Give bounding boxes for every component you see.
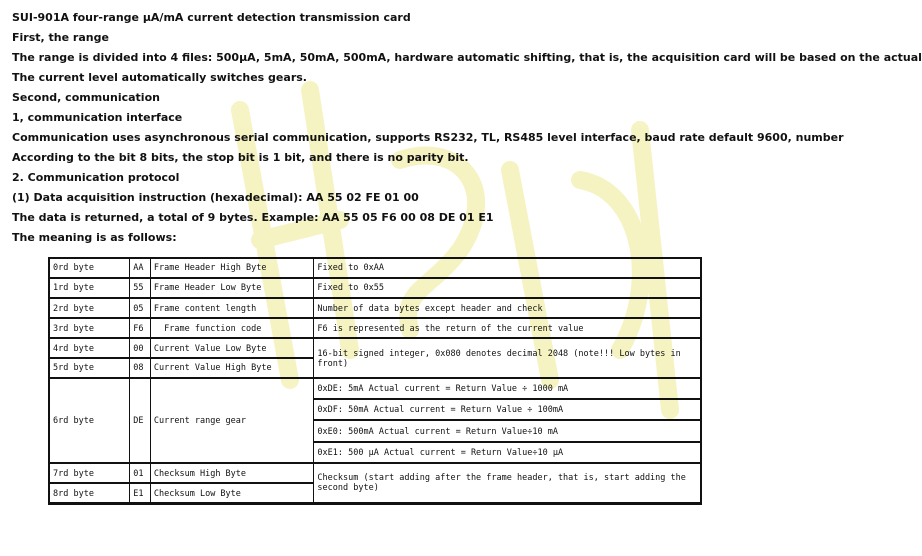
doc-line: First, the range <box>12 31 109 44</box>
hex-cell: 00 <box>130 339 151 358</box>
byte-cell: 8rd byte <box>49 484 130 504</box>
byte-cell: 0rd byte <box>49 258 130 278</box>
doc-line: 1, communication interface <box>12 111 183 124</box>
field-name-cell: Current range gear <box>150 378 314 463</box>
table-row <box>49 339 701 358</box>
hex-cell: F6 <box>130 319 151 339</box>
doc-line: (1) Data acquisition instruction (hexadecimal): AA 55 02 FE 01 00 <box>12 191 419 204</box>
field-name-cell: Current Value Low Byte <box>150 339 314 358</box>
table-row <box>49 378 701 399</box>
doc-line: Communication uses asynchronous serial communication, supports RS232, TL, RS485 level interface, baud rate default 9600, number <box>12 131 844 144</box>
table-row <box>49 298 701 318</box>
table-row <box>49 319 701 339</box>
byte-cell: 1rd byte <box>49 278 130 298</box>
hex-cell: 05 <box>130 298 151 318</box>
byte-cell: 2rd byte <box>49 298 130 318</box>
doc-title: SUI-901A four-range μA/mA current detection transmission card <box>12 11 411 24</box>
doc-line: The range is divided into 4 files: 500μA, 5mA, 50mA, 500mA, hardware automatic shifting, that is, the acquisition card will be based on the actual <box>12 51 922 64</box>
byte-cell: 6rd byte <box>49 378 130 463</box>
checksum-description: Checksum (start adding after the frame header, that is, start adding the second byte) <box>314 463 701 504</box>
range-gear-option: 0xE1: 500 μA Actual current = Return Value÷10 μA <box>314 442 701 463</box>
description-cell: Fixed to 0x55 <box>314 278 701 298</box>
range-gear-option: 0xDF: 50mA Actual current = Return Value ÷ 100mA <box>314 400 701 421</box>
table-row <box>49 278 701 298</box>
hex-cell: DE <box>130 378 151 463</box>
doc-line: The current level automatically switches gears. <box>12 71 307 84</box>
protocol-table <box>48 257 702 505</box>
field-name-cell: Current Value High Byte <box>150 358 314 378</box>
range-gear-option: 0xDE: 5mA Actual current = Return Value ÷ 1000 mA <box>314 378 701 399</box>
doc-line: According to the bit 8 bits, the stop bit is 1 bit, and there is no parity bit. <box>12 151 469 164</box>
description-cell: Fixed to 0xAA <box>314 258 701 278</box>
field-name-cell: Frame Header High Byte <box>150 258 314 278</box>
document-text <box>12 8 922 248</box>
hex-cell: AA <box>130 258 151 278</box>
field-name-cell: Frame Header Low Byte <box>150 278 314 298</box>
description-cell: F6 is represented as the return of the current value <box>314 319 701 339</box>
byte-cell: 5rd byte <box>49 358 130 378</box>
doc-line: The data is returned, a total of 9 bytes. Example: AA 55 05 F6 00 08 DE 01 E1 <box>12 211 494 224</box>
field-name-cell: Frame function code <box>150 319 314 339</box>
byte-cell: 3rd byte <box>49 319 130 339</box>
table-row <box>49 258 701 278</box>
table-row <box>49 463 701 483</box>
description-cell: Number of data bytes except header and check <box>314 298 701 318</box>
hex-cell: 01 <box>130 463 151 483</box>
byte-cell: 4rd byte <box>49 339 130 358</box>
hex-cell: E1 <box>130 484 151 504</box>
range-gear-option: 0xE0: 500mA Actual current = Return Value÷10 mA <box>314 421 701 442</box>
byte-cell: 7rd byte <box>49 463 130 483</box>
field-name-cell: Frame content length <box>150 298 314 318</box>
current-value-description: 16-bit signed integer, 0x080 denotes decimal 2048 (note!!! Low bytes in front) <box>314 339 701 378</box>
hex-cell: 08 <box>130 358 151 378</box>
hex-cell: 55 <box>130 278 151 298</box>
doc-line: Second, communication <box>12 91 160 104</box>
doc-line: 2. Communication protocol <box>12 171 180 184</box>
field-name-cell: Checksum Low Byte <box>150 484 314 504</box>
doc-line: The meaning is as follows: <box>12 231 177 244</box>
field-name-cell: Checksum High Byte <box>150 463 314 483</box>
